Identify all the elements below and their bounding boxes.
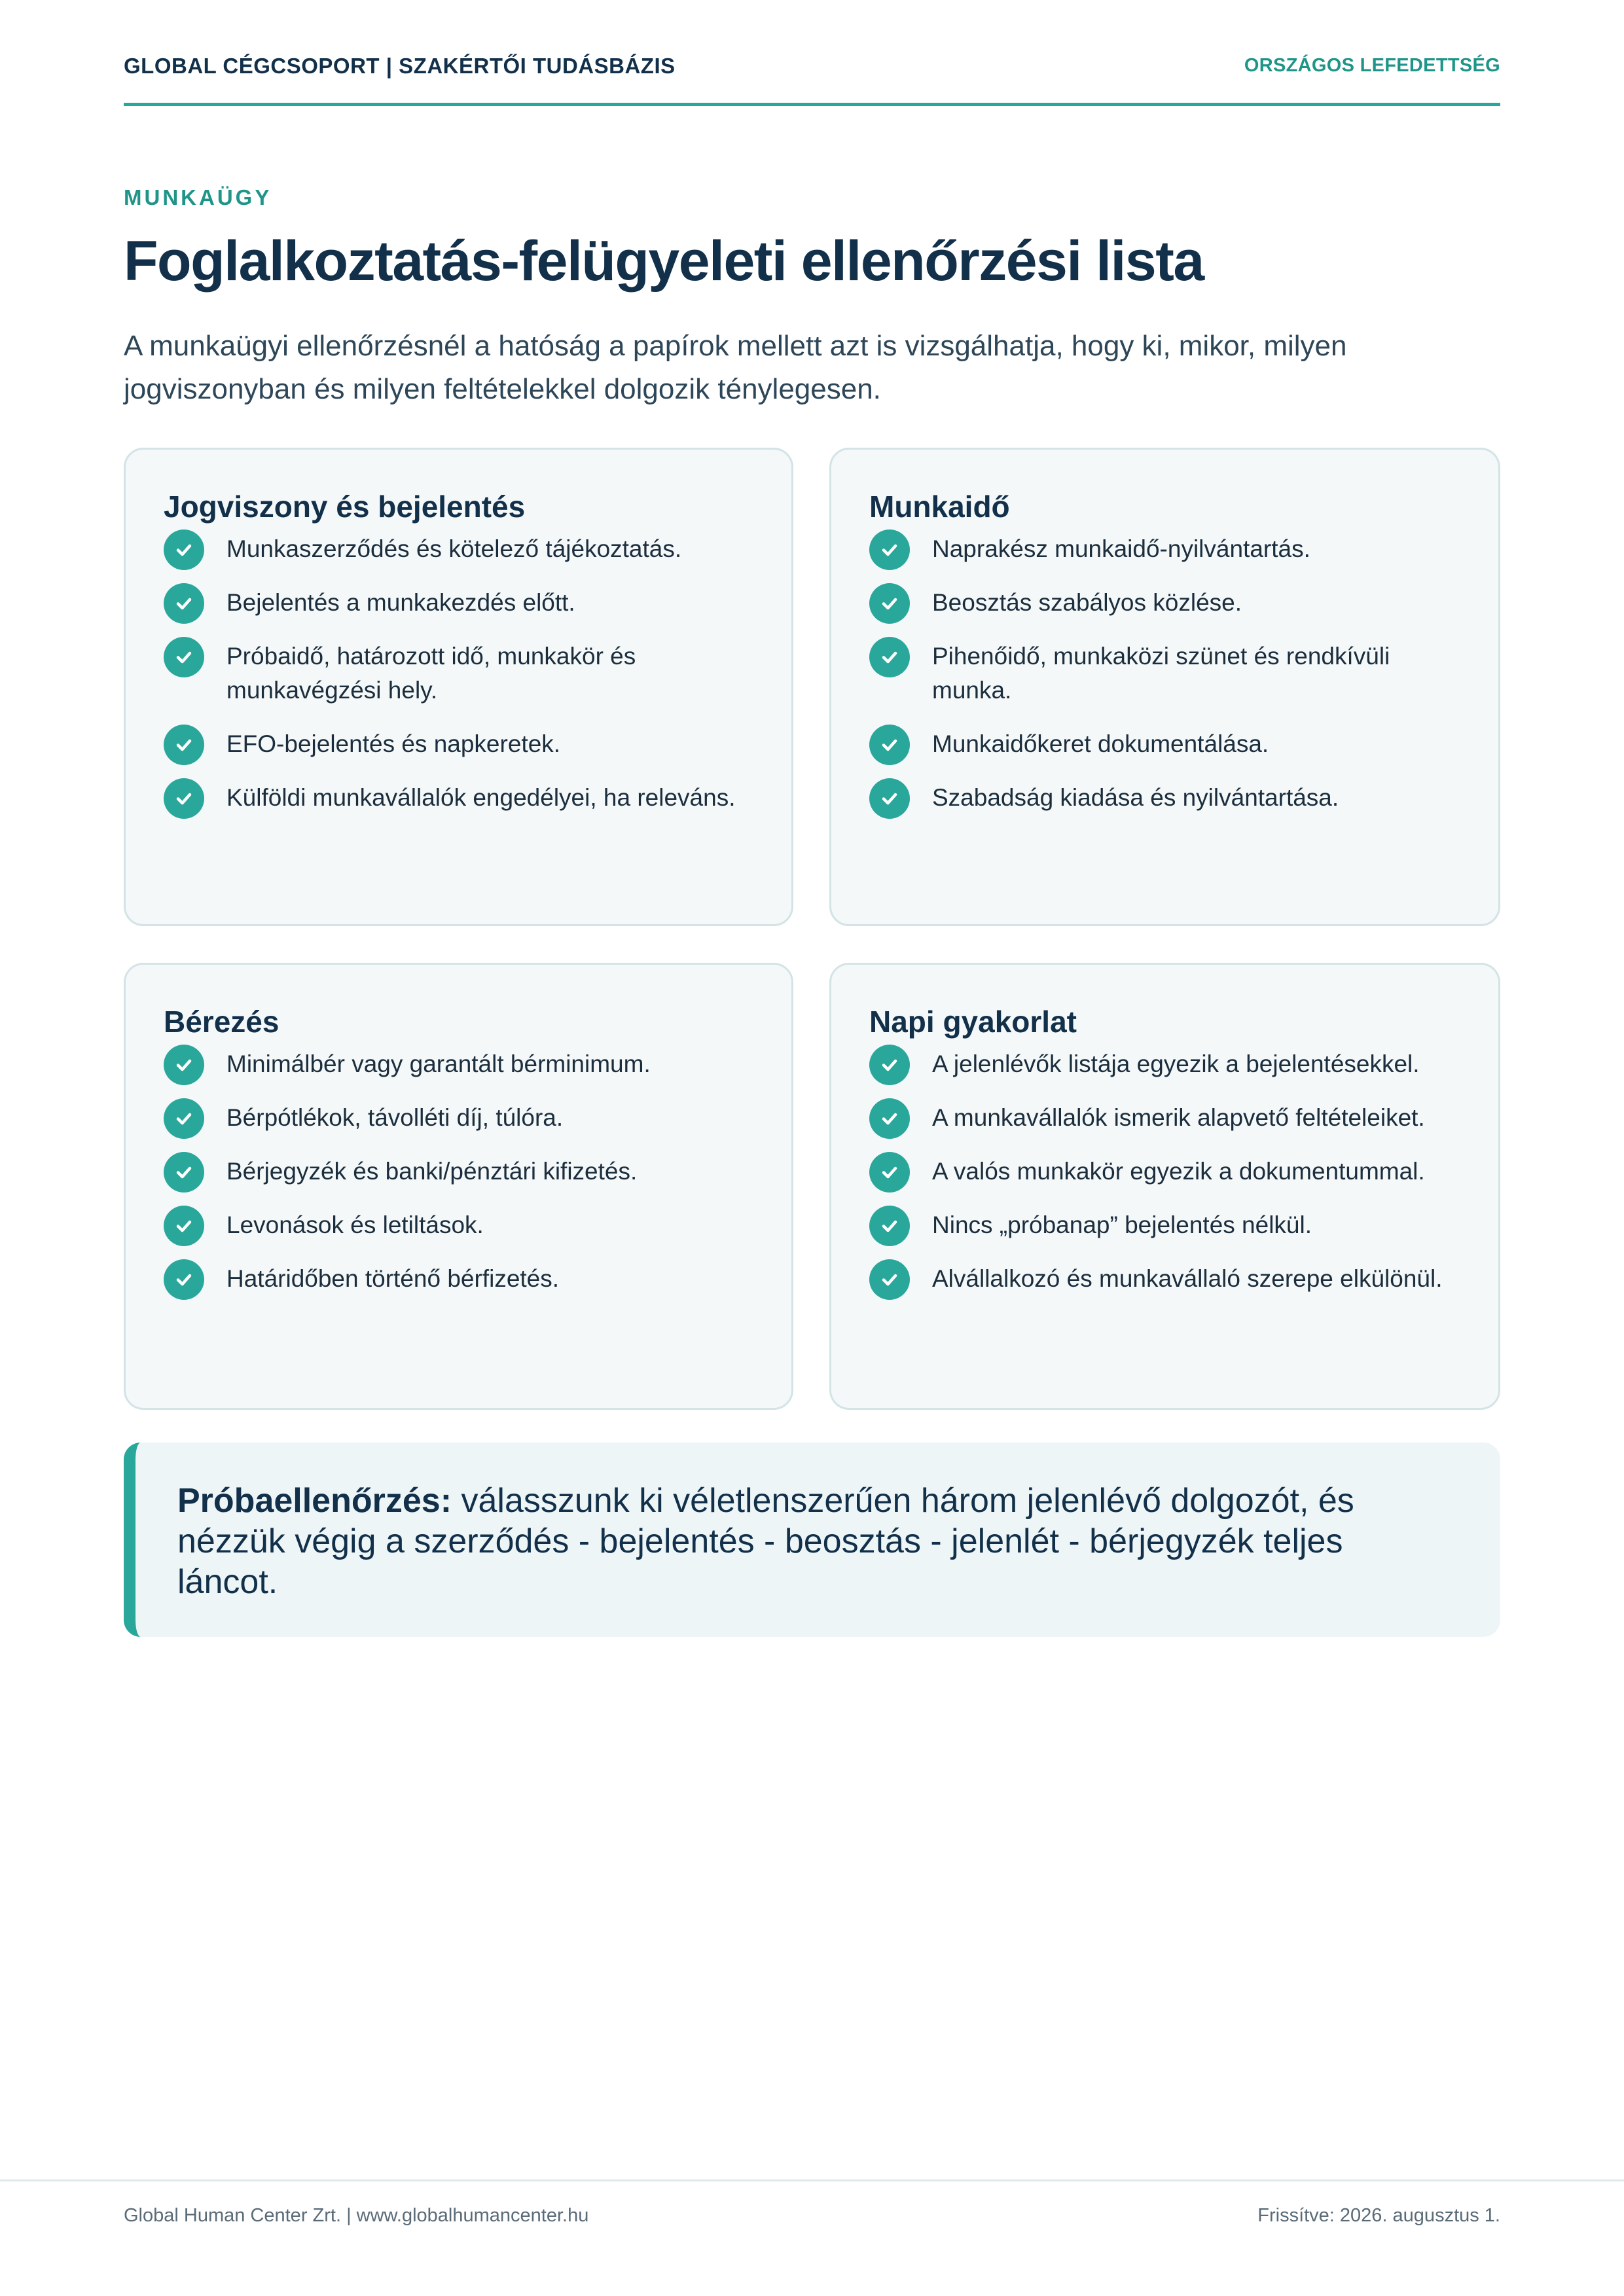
card-title: Napi gyakorlat: [869, 1005, 1077, 1039]
card-title: Bérezés: [164, 1005, 280, 1039]
checklist-item: [869, 1047, 1462, 1081]
checklist-item-text: Levonások és letiltások.: [226, 1211, 484, 1238]
checklist-item-text: Bérpótlékok, távolléti díj, túlóra.: [226, 1104, 564, 1131]
checklist-item: [869, 1155, 1462, 1189]
checklist-item: [164, 1101, 755, 1135]
checklist-item-text: Szabadság kiadása és nyilvántartása.: [932, 784, 1339, 811]
checklist-item: [164, 781, 755, 815]
checklist-item-text: A munkavállalók ismerik alapvető feltételeiket.: [932, 1104, 1425, 1131]
checklist-item-text: Próbaidő, határozott idő, munkakör és munkavégzési hely.: [226, 643, 636, 704]
check-circle-icon: [869, 529, 910, 570]
checklist-item: [164, 532, 755, 566]
checklist-item: [869, 1262, 1462, 1296]
checklist-item-text: Külföldi munkavállalók engedélyei, ha releváns.: [226, 784, 736, 811]
checklist-item: [869, 1101, 1462, 1135]
checklist-item: [869, 727, 1462, 761]
checklist-item: [869, 532, 1462, 566]
check-circle-icon: [869, 1206, 910, 1246]
checklist-item-text: Minimálbér vagy garantált bérminimum.: [226, 1050, 651, 1077]
checklist: [164, 1047, 755, 1296]
checklist-item: [164, 1208, 755, 1242]
checklist-item-text: Nincs „próbanap” bejelentés nélkül.: [932, 1211, 1312, 1238]
card-jogviszony: [124, 448, 793, 926]
checklist-item: [164, 586, 755, 620]
card-napi-gyakorlat: [829, 963, 1500, 1410]
check-circle-icon: [869, 1098, 910, 1139]
check-circle-icon: [164, 583, 204, 624]
check-circle-icon: [164, 529, 204, 570]
check-circle-icon: [869, 778, 910, 819]
page-header: [124, 54, 1500, 106]
checklist-item: [164, 727, 755, 761]
checklist-item: [869, 1208, 1462, 1242]
checklist-item: [869, 639, 1462, 708]
checklist-item-text: Beosztás szabályos közlése.: [932, 589, 1242, 616]
checklist-item-text: Munkaidőkeret dokumentálása.: [932, 730, 1269, 757]
checklist: [164, 532, 755, 815]
callout-lead: Próbaellenőrzés:: [177, 1482, 452, 1520]
card-munkaido: [829, 448, 1500, 926]
check-circle-icon: [164, 778, 204, 819]
footer-updated: Frissítve: 2026. augusztus 1.: [1257, 2205, 1500, 2226]
footer-company: Global Human Center Zrt. | www.globalhumancenter.hu: [124, 2205, 589, 2226]
callout-body: válasszunk ki véletlenszerűen három jelenlévő dolgozót, és nézzük végig a szerződés - bejelentés - beosztás - jelenlét - bérjegyzék teljes láncot.: [177, 1482, 1354, 1601]
checklist: [869, 532, 1462, 815]
header-coverage: ORSZÁGOS LEFEDETTSÉG: [1244, 55, 1500, 76]
checklist-item: [869, 586, 1462, 620]
callout-text: [177, 1480, 1448, 1602]
checklist-item: [164, 639, 755, 708]
check-circle-icon: [164, 1259, 204, 1300]
check-circle-icon: [869, 637, 910, 677]
checklist-item-text: Bérjegyzék és banki/pénztári kifizetés.: [226, 1158, 638, 1185]
header-brand: GLOBAL CÉGCSOPORT | SZAKÉRTŐI TUDÁSBÁZIS: [124, 54, 676, 78]
checklist-item-text: EFO-bejelentés és napkeretek.: [226, 730, 561, 757]
checklist-item-text: Munkaszerződés és kötelező tájékoztatás.: [226, 535, 682, 562]
checklist-item-text: Alvállalkozó és munkavállaló szerepe elkülönül.: [932, 1265, 1443, 1292]
check-circle-icon: [164, 1045, 204, 1085]
footer-divider: [0, 2179, 1624, 2182]
checklist: [869, 1047, 1462, 1296]
card-title: Munkaidő: [869, 490, 1010, 524]
checklist-item-text: A jelenlévők listája egyezik a bejelentésekkel.: [932, 1050, 1420, 1077]
check-circle-icon: [869, 1259, 910, 1300]
check-circle-icon: [164, 725, 204, 765]
check-circle-icon: [164, 1098, 204, 1139]
checklist-item-text: Naprakész munkaidő-nyilvántartás.: [932, 535, 1310, 562]
checklist-item-text: Pihenőidő, munkaközi szünet és rendkívüli munka.: [932, 643, 1390, 704]
checklist-item: [164, 1155, 755, 1189]
card-title: Jogviszony és bejelentés: [164, 490, 526, 524]
checklist-item-text: A valós munkakör egyezik a dokumentummal.: [932, 1158, 1425, 1185]
card-berezes: [124, 963, 793, 1410]
page-title: Foglalkoztatás-felügyeleti ellenőrzési lista: [124, 230, 1204, 293]
check-circle-icon: [164, 637, 204, 677]
check-circle-icon: [869, 583, 910, 624]
category-kicker: MUNKAÜGY: [124, 185, 272, 209]
checklist-item-text: Bejelentés a munkakezdés előtt.: [226, 589, 575, 616]
check-circle-icon: [869, 725, 910, 765]
check-circle-icon: [869, 1045, 910, 1085]
check-circle-icon: [164, 1206, 204, 1246]
checklist-item: [869, 781, 1462, 815]
intro-paragraph: A munkaügyi ellenőrzésnél a hatóság a papírok mellett azt is vizsgálhatja, hogy ki, mikor, milyen jogviszonyban és milyen feltételekkel dolgozik ténylegesen.: [124, 330, 1347, 405]
checklist-item: [164, 1262, 755, 1296]
check-circle-icon: [164, 1152, 204, 1193]
test-check-callout: [124, 1443, 1500, 1637]
checklist-item-text: Határidőben történő bérfizetés.: [226, 1265, 560, 1292]
checklist-item: [164, 1047, 755, 1081]
check-circle-icon: [869, 1152, 910, 1193]
